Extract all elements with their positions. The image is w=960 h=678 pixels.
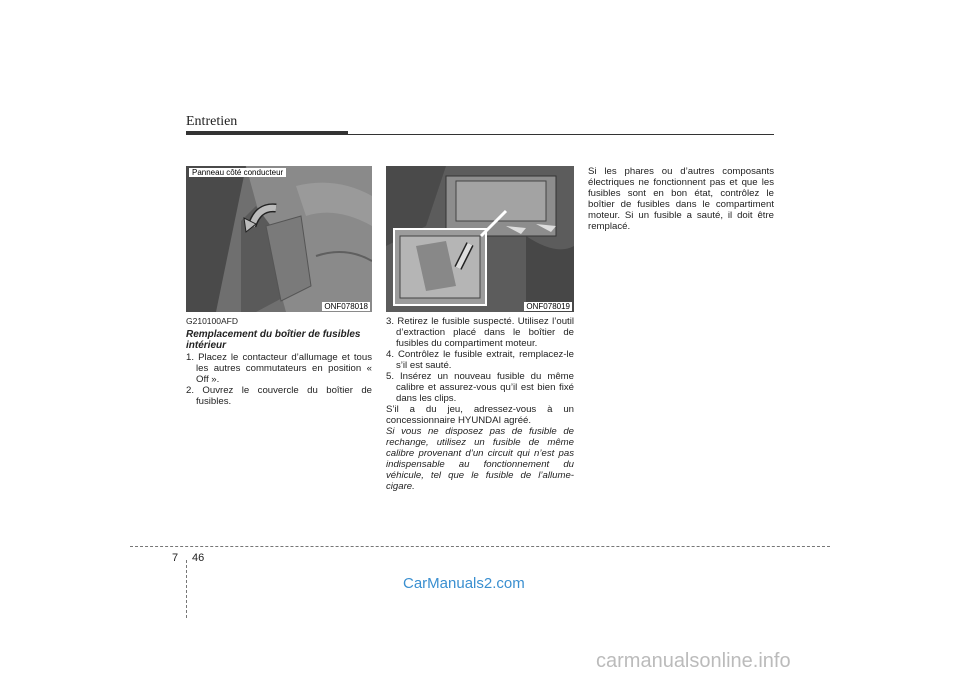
page-number: 46 xyxy=(192,552,205,564)
step-item: 2. Ouvrez le couvercle du boîtier de fusibles. xyxy=(186,385,372,407)
left-column xyxy=(186,316,372,407)
site-footer-watermark: carmanualsonline.info xyxy=(596,650,791,672)
photo-code: ONF078018 xyxy=(324,302,368,311)
right-column xyxy=(588,166,774,232)
photo-label: Panneau côté conducteur xyxy=(189,168,286,177)
section-title: Remplacement du boîtier de fusibles intérieur xyxy=(186,329,361,351)
photo-driver-panel xyxy=(186,166,372,312)
engine-fusebox-illustration xyxy=(386,166,574,312)
steps-list xyxy=(386,316,574,404)
chapter-number: 7 xyxy=(172,552,179,564)
step-item: 1. Placez le contacteur d’allumage et tous les autres commutateurs en position « Off ». xyxy=(186,352,372,385)
step-item: 3. Retirez le fusible suspecté. Utilisez l’outil d’extraction placé dans le boîtier de fusibles du compartiment moteur. xyxy=(386,316,574,349)
middle-column xyxy=(386,316,574,492)
spare-fuse-note: Si vous ne disposez pas de fusible de rechange, utilisez un fusible de même calibre provenant d’un circuit qui n’est pas indispensable au fonctionnement du véhicule, tel que le fusible de l’allume-cigare. xyxy=(386,426,574,492)
footer-divider xyxy=(130,546,830,547)
section-code: G210100AFD xyxy=(186,316,238,326)
step-item: 4. Contrôlez le fusible extrait, remplacez-le s’il est sauté. xyxy=(386,349,574,371)
engine-fusebox-paragraph: Si les phares ou d’autres composants électriques ne fonctionnent pas et que les fusibles sont en bon état, contrôlez le boîtier de fusibles dans le compartiment moteur. Si un fusible a sauté, il doit être remplacé. xyxy=(588,166,774,232)
driver-panel-illustration xyxy=(186,166,372,312)
header-rule xyxy=(186,134,774,135)
photo-code: ONF078019 xyxy=(526,302,570,311)
footer-vertical-divider xyxy=(186,560,187,618)
watermark-link[interactable]: CarManuals2.com xyxy=(403,575,525,592)
section-header-title: Entretien xyxy=(186,114,238,129)
step-item: 5. Insérez un nouveau fusible du même calibre et assurez-vous qu’il est bien fixé dans les clips. xyxy=(386,371,574,404)
photo-engine-fusebox xyxy=(386,166,574,312)
dealer-paragraph: S’il a du jeu, adressez-vous à un concessionnaire HYUNDAI agréé. xyxy=(386,404,574,426)
steps-list xyxy=(186,352,372,407)
